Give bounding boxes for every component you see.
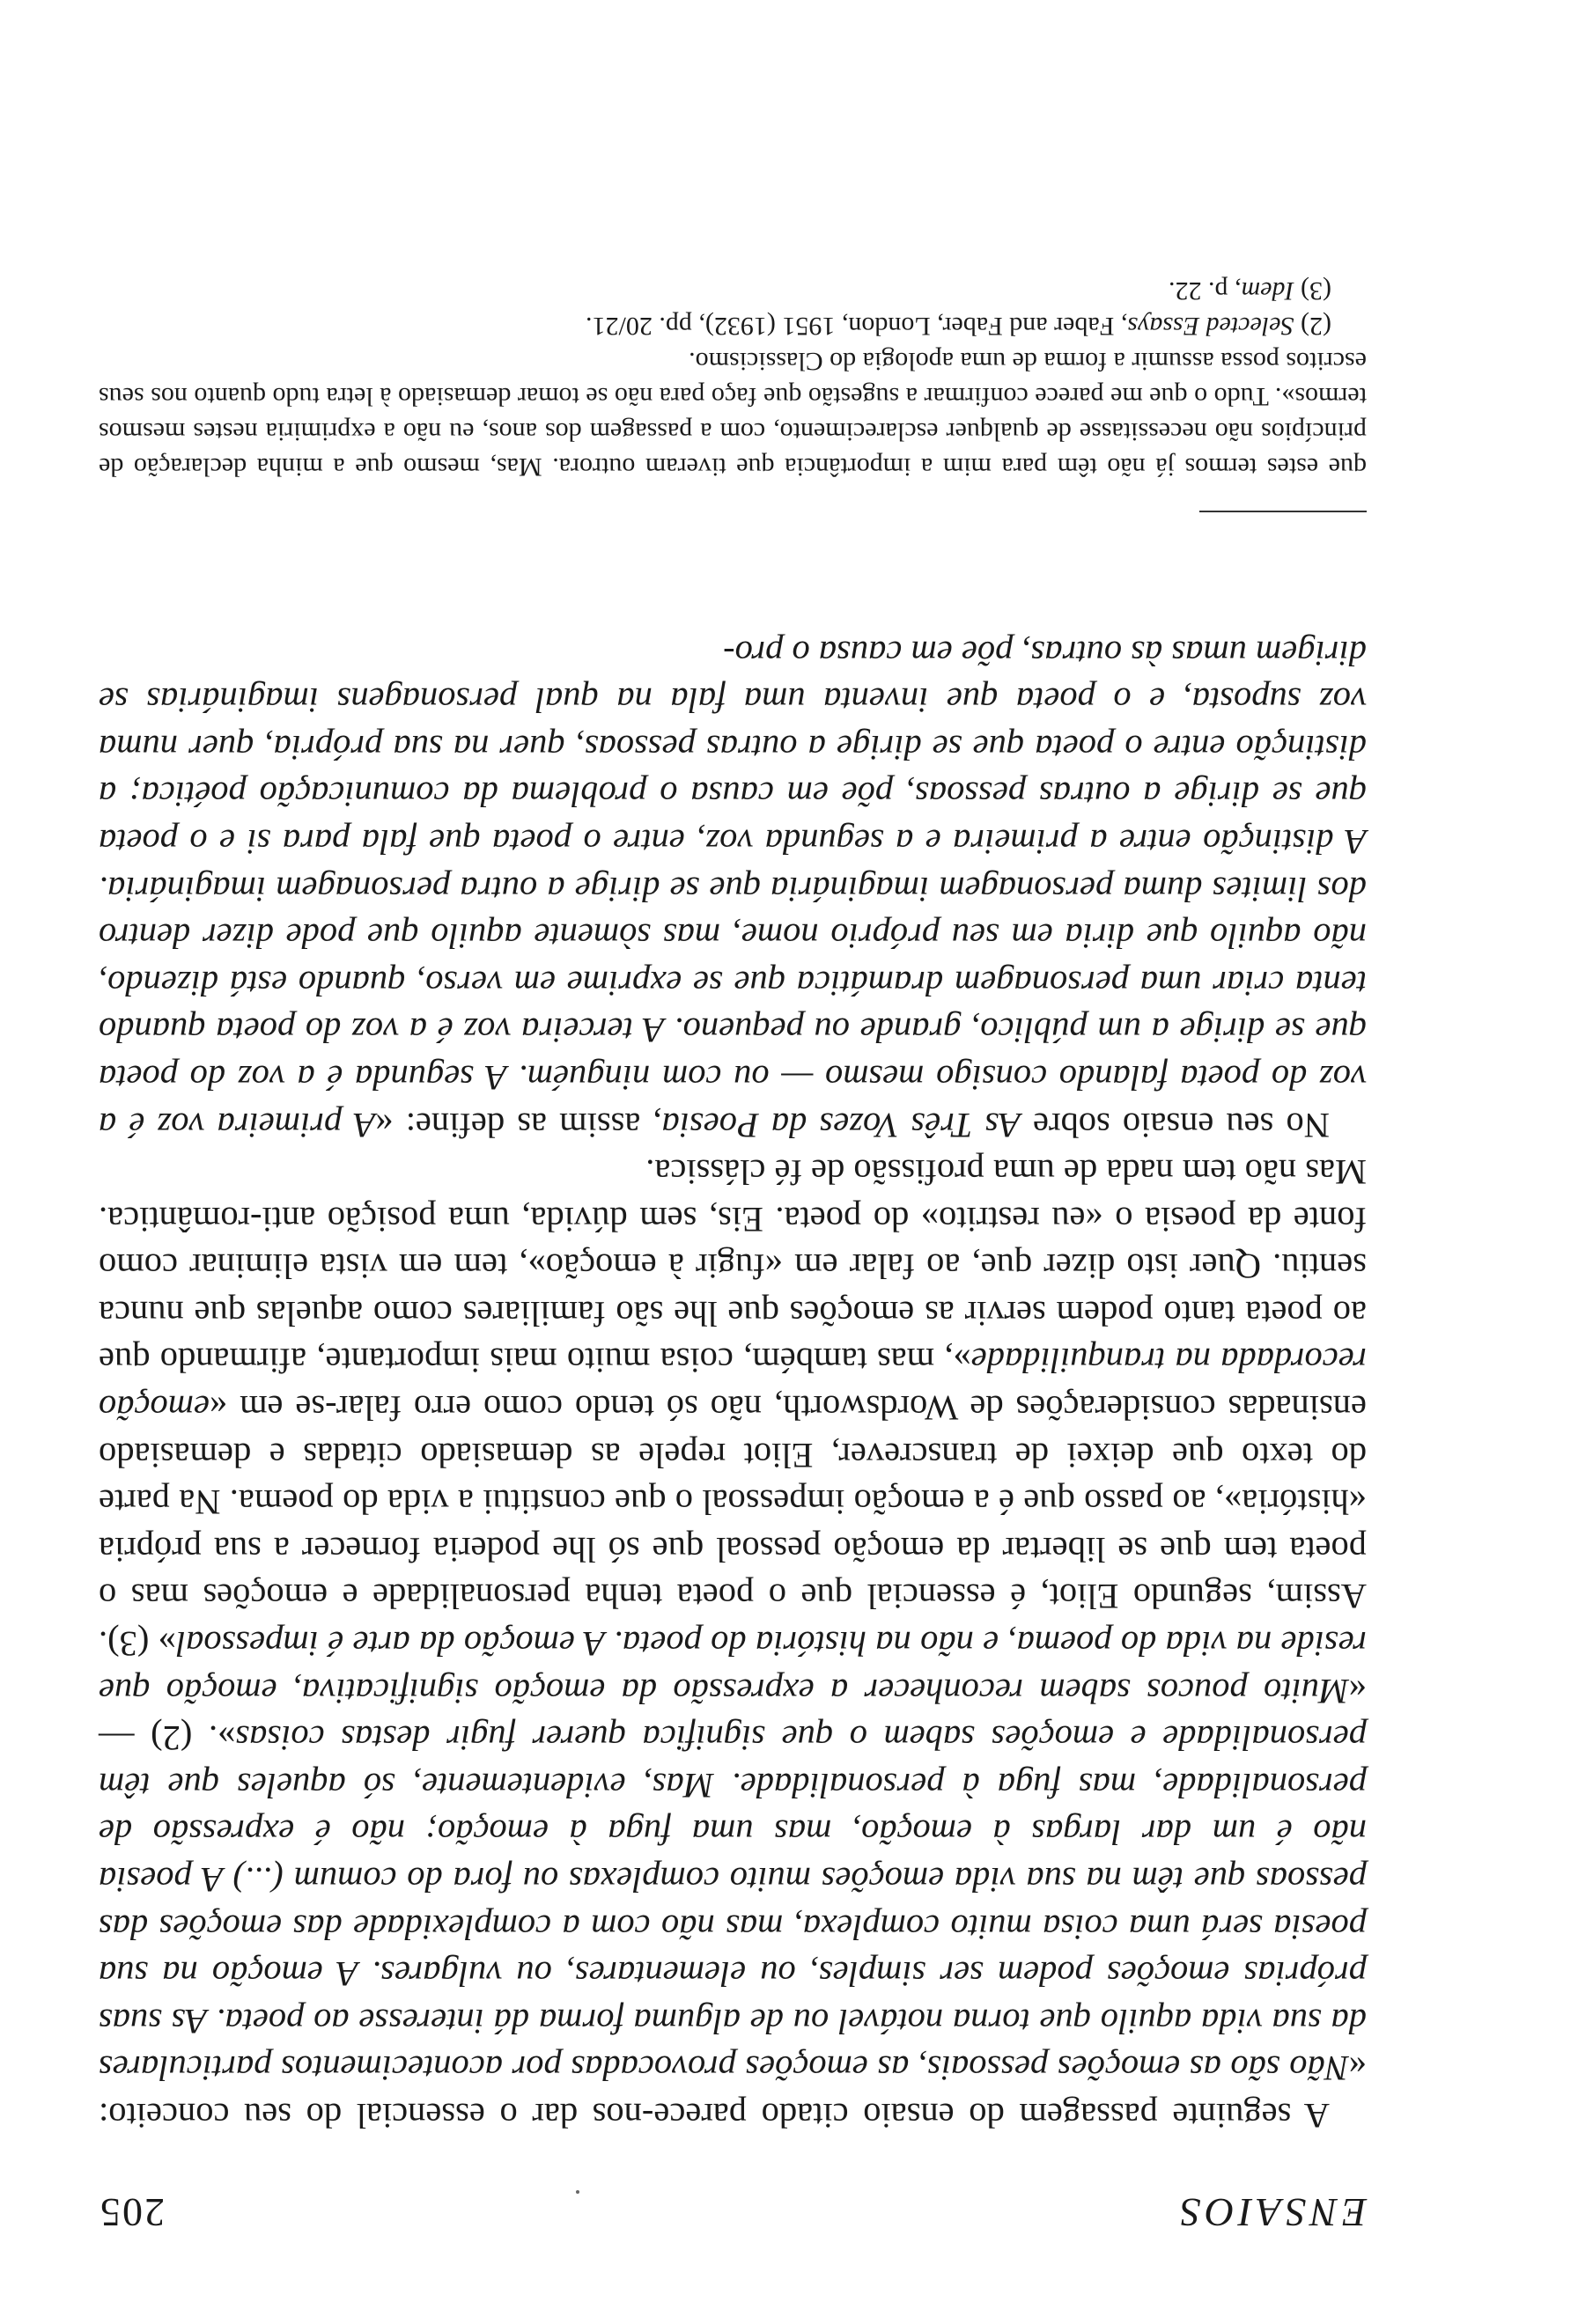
footnote-continuation: que estes termos já não têm para mim a importância que tiveram outrora. Mas, mesmo que a minha declaração de princípios não necessitasse de qualquer esclarecimento, com a passagem dos anos, eu não a exprimiria nestes mesmos termos». Tudo o que me parece confirmar a sugestão que faço para não se tomar demasiado à letra tudo quanto nos seus escritos possa assumir a forma de uma apologia do Classicismo. [99,347,1367,482]
page-header [99,2183,1367,2236]
footnote-mark: (3) [1301,276,1331,305]
paragraph-three-voices [99,629,1367,1149]
citation-details: , p. 22. [1169,276,1242,305]
quotation: emoção recordada na tranquilidade [99,1341,1367,1429]
footnote-3 [99,273,1367,308]
cited-title: Selected Essays [1127,312,1294,341]
running-head: ENSAIOS [1176,2190,1367,2235]
quotation: Não são as emoções pessoais, as emoções provocadas por acontecimentos particulares da sua vida aquilo que torna notável ou de alguma forma dá interesse ao poeta. As suas próprias emoções podem ser simples, ou elementares, ou vulgares. A emoção na sua poesia será uma coisa muito complexa, mas não com a complexidade das emoções das pessoas que têm na sua vida emoções muito complexas ou fora do comum (...) A poesia não é um dar largas à emoção, mas uma fuga à emoção; não é expressão de personalidade, mas fuga à personalidade. Mas, evidentemente, só aqueles que têm personalidade e emoções sabem o que significa querer fugir destas coisas [99,1718,1367,2089]
essay-title: As Três Vozes da Poesia [661,1105,1021,1145]
quotation: Muito poucos sabem reconhecer a expressão da emoção significativa, emoção que reside na vida do poema, e não na história do poeta. A emoção da arte é impessoal [99,1624,1367,1711]
citation-details: , Faber and Faber, London, 1951 (1932), pp. 20/21. [586,312,1128,341]
scan-speck [576,2190,579,2194]
paragraph-text: A seguinte passagem do ensaio citado parece-nos dar o essencial do seu conceito: « [99,2048,1367,2136]
paragraph-text: No seu ensaio sobre [1020,1105,1330,1145]
footnotes [99,273,1367,484]
paragraph-text: ». (2) — « [99,1671,1367,1759]
paragraph-text: », mas também, coisa muito mais importante, afirmando que ao poeta tanto podem servir as emoções que lhe são familiares como aquelas que nunca sentiu. Quer isto dizer que, ao falar em «fugir à emoção», tem em vista eliminar como fonte da poesia o «eu restrito» do poeta. Eis, sem dúvida, uma posição anti-romântica. Mas não tem nada de uma profissão de fé clássica. [98,1152,1367,1381]
body-text [99,629,1367,2139]
cited-title: Idem [1241,276,1294,305]
footnote-rule [1199,511,1367,512]
paragraph-text: » (3). Assim, segundo Eliot, é essencial que o poeta tenha personalidade e emoções mas o poeta tem que se libertar da emoção pessoal que só lhe poderia fornecer a sua própria «história», ao passo que é a emoção impessoal o que constitui a vida do poema. Na parte do texto que deixei de transcrever, Eliot repele as demasiado citadas e demasiado ensinadas considerações de Wordsworth, não só tendo como erro falar-se em « [99,1388,1367,1665]
page-number: 205 [99,2190,165,2235]
footnote-2 [99,308,1367,343]
paragraph-text: , assim as define: « [375,1105,662,1145]
paragraph-eliot-emotion [99,1149,1367,2139]
footnote-mark: (2) [1301,312,1331,341]
quotation: A primeira voz é a voz do poeta falando consigo mesmo — ou com ninguém. A segunda é a voz do poeta que se dirige a um público, grande ou pequeno. A terceira voz é a voz do poeta quando tenta criar uma personagem dramática que se exprime em verso, quando está dizendo, não aquilo que diria em seu próprio nome, mas sòmente aquilo que pode dizer dentro dos limites duma personagem imaginária que se dirige a outra personagem imaginária. A distinção entre a primeira e a segunda voz, entre o poeta que fala para si e o poeta que se dirige a outras pessoas, põe em causa o problema da comunicação poética; a distinção entre o poeta que se dirige a outras pessoas, quer na sua própria, quer numa voz suposta, e o poeta que inventa uma fala na qual personagens imaginárias se dirigem umas às outras, põe em causa o pro- [99,633,1367,1145]
